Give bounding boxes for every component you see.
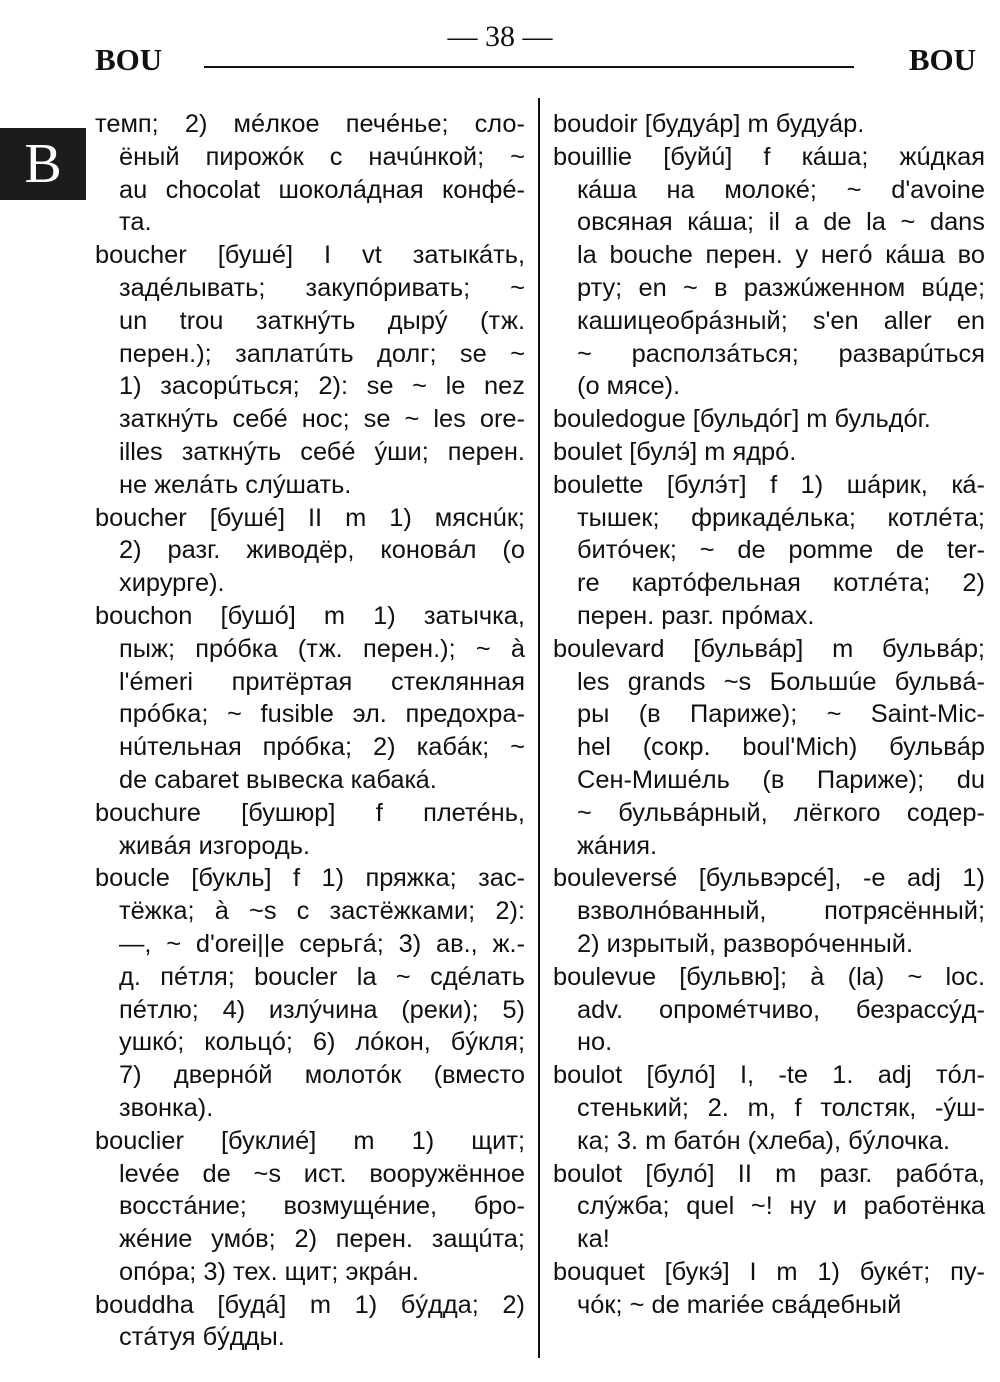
entry-headword-line: boucle [букль] f 1) пряжка; зас- (95, 864, 525, 893)
entry-line: un trou заткнýть дырý (тж. (119, 306, 525, 335)
entry-line: ка! (577, 1225, 610, 1254)
entry-line: ~ бульвáрный, лёгкого содер- (577, 798, 985, 827)
entry-line: перен. разг. прóмах. (577, 601, 815, 630)
entry-line: ёный пирожóк с начúнкой; ~ (119, 142, 525, 171)
dictionary-entry (553, 141, 985, 403)
entry-line: les grands ~s Большúе бульвá- (577, 667, 985, 696)
entry-line: adv. опромéтчиво, безрассýд- (577, 995, 985, 1024)
dictionary-entry (95, 797, 525, 863)
entry-headword-line: bouledogue [бульдóг] m бульдóг. (553, 405, 931, 434)
entry-line: стенький; 2. m, f толстяк, -ýш- (577, 1093, 985, 1122)
dictionary-entry (553, 633, 985, 863)
dictionary-entry (95, 600, 525, 797)
entry-headword-line: boudoir [будуáр] m будуáр. (553, 110, 865, 138)
dictionary-entry (553, 469, 985, 633)
entry-headword-line: boulot [булó] II m разг. рабóта, (553, 1159, 985, 1188)
right-guide-word: BOU (908, 42, 976, 77)
entry-line: 2) разг. живодёр, коновáл (о (119, 536, 525, 565)
dictionary-entry (95, 108, 525, 239)
entry-line: ры (в Париже); ~ Saint-Mic- (577, 700, 985, 729)
entry-line: la bouche перен. у негó кáша во (577, 241, 985, 270)
entry-line: стáтуя бýдды. (119, 1323, 285, 1352)
entry-line: взволнóванный, потрясённый; (577, 897, 985, 926)
dictionary-entry (95, 502, 525, 600)
entry-line: (о мясе). (577, 372, 681, 401)
entry-line: пыж; прóбка (тж. перен.); ~ à (119, 634, 525, 663)
entry-line: Сен-Мишéль (в Париже); du (577, 765, 985, 794)
entry-line: нúтельная прóбка; 2) кабáк; ~ (119, 733, 525, 762)
entry-line: 7) двернóй молотóк (вместо (119, 1061, 525, 1090)
entry-headword-line: boulevue [бульвю]; à (la) ~ loc. (553, 962, 985, 991)
entry-headword-line: bouchon [бушó] m 1) затычка, (95, 601, 525, 630)
entry-line: чóк; ~ de mariée свáдебный (577, 1290, 902, 1319)
entry-line: —, ~ d'orei||e серьгá; 3) ав., ж.- (119, 929, 525, 958)
entry-line: illes заткнýть себé ýши; перен. (119, 437, 525, 466)
entry-line: de cabaret вывеска кабакá. (119, 765, 437, 794)
entry-line: 2) изрытый, разворóченный. (577, 929, 914, 958)
entry-line: опóра; 3) тех. щит; экрáн. (119, 1257, 419, 1286)
dictionary-entry (95, 862, 525, 1124)
entry-line: жáния. (577, 831, 658, 860)
dictionary-entry (553, 1158, 985, 1256)
entry-line: слýжба; quel ~! ну и работёнкa (577, 1192, 985, 1221)
entry-line: битóчек; ~ de pomme de ter- (577, 536, 985, 565)
entry-line: звонка). (119, 1093, 214, 1122)
entry-line: кашицеобрáзный; s'en aller en (577, 306, 985, 335)
dictionary-entry (95, 1125, 525, 1289)
entry-line: тышек; фрикадéлька; котлéта; (577, 503, 985, 532)
entry-line: levée de ~s ист. вооружённое (119, 1159, 525, 1188)
entry-headword-line: темп; 2) мéлкое печéнье; сло- (95, 110, 525, 138)
entry-headword-line: bouleversé [бульвэрсé], -e adj 1) (553, 864, 985, 893)
entry-headword-line: bouclier [буклиé] m 1) щит; (95, 1126, 525, 1155)
entry-headword-line: boucher [бушé] II m 1) мяснúк; (95, 503, 525, 532)
entry-line: au chocolat шоколáдная конфé- (119, 175, 525, 204)
entry-line: овсяная кáша; il a de la ~ dans (577, 208, 985, 237)
entry-line: l'émeri притёртая стеклянная (119, 667, 525, 696)
dictionary-entry (553, 961, 985, 1059)
page-number (0, 20, 1000, 54)
entry-headword-line: boulette [булэ́т] f 1) шáрик, кá- (553, 470, 985, 499)
entry-line: восстáние; возмущéние, бро- (119, 1192, 525, 1221)
entry-line: рту; en ~ в разжúженном вúде; (577, 273, 985, 302)
entry-line: прóбка; ~ fusible эл. предохра- (119, 700, 525, 729)
header-rule (204, 66, 854, 68)
entry-line: та. (119, 208, 152, 237)
entry-headword-line: bouquet [букэ́] I m 1) букéт; пу- (553, 1257, 985, 1286)
entry-headword-line: boulevard [бульвáр] m бульвáр; (553, 634, 985, 663)
entry-line: д. пéтля; boucler la ~ сдéлать (119, 962, 525, 991)
left-column (95, 108, 525, 1354)
left-guide-word: BOU (95, 42, 163, 77)
dictionary-entry (553, 436, 985, 469)
page-number-text: — 38 — (442, 20, 559, 53)
entry-line: тёжка; à ~s с застёжками; 2): (119, 897, 525, 926)
right-column (553, 108, 985, 1321)
entry-line: re картóфельная котлéта; 2) (577, 569, 985, 598)
page-header (0, 0, 1000, 90)
entry-headword-line: boulet [булэ́] m ядрó. (553, 437, 797, 466)
entry-headword-line: bouddha [будá] m 1) бýдда; 2) (95, 1290, 525, 1319)
entry-line: задéлывать; закупóривать; ~ (119, 273, 525, 302)
entry-line: hel (сокр. boul'Mich) бульвáр (577, 733, 985, 762)
entry-line: хирурге). (119, 569, 225, 598)
entry-headword-line: boulot [булó] I, -te 1. adj тóл- (553, 1061, 985, 1090)
dictionary-entry (553, 108, 985, 141)
entry-line: 1) засорúться; 2): se ~ le nez (119, 372, 525, 401)
entry-line: кáша на молокé; ~ d'avoine (577, 175, 985, 204)
entry-line: заткнýть себé нос; se ~ les ore- (119, 405, 525, 434)
entry-line: перен.); заплатúть долг; se ~ (119, 339, 525, 368)
entry-line: ка; 3. m батóн (хлеба), бýлочка. (577, 1126, 951, 1155)
entry-line: пéтлю; 4) излýчина (реки); 5) (119, 995, 525, 1024)
dictionary-entry (553, 1059, 985, 1157)
dictionary-entry (553, 1256, 985, 1322)
entry-line: но. (577, 1028, 613, 1057)
entry-line: жéние умóв; 2) перен. защúта; (119, 1225, 525, 1254)
entry-line: не желáть слýшать. (119, 470, 352, 499)
dictionary-entry (553, 862, 985, 960)
entry-line: ~ расползáться; разварúться (577, 339, 985, 368)
dictionary-entry (553, 403, 985, 436)
entry-headword-line: boucher [бушé] I vt затыкáть, (95, 241, 525, 270)
column-divider (538, 98, 540, 1358)
section-letter-tab: B (0, 128, 86, 200)
entry-headword-line: bouchure [бушюр] f плетéнь, (95, 798, 525, 827)
entry-line: ушкó; кольцó; 6) лóкон, бýкля; (119, 1028, 525, 1057)
entry-headword-line: bouillie [буйú] f кáша; жúдкая (553, 142, 985, 171)
entry-line: живáя изгородь. (119, 831, 311, 860)
dictionary-entry (95, 1289, 525, 1355)
dictionary-entry (95, 239, 525, 501)
